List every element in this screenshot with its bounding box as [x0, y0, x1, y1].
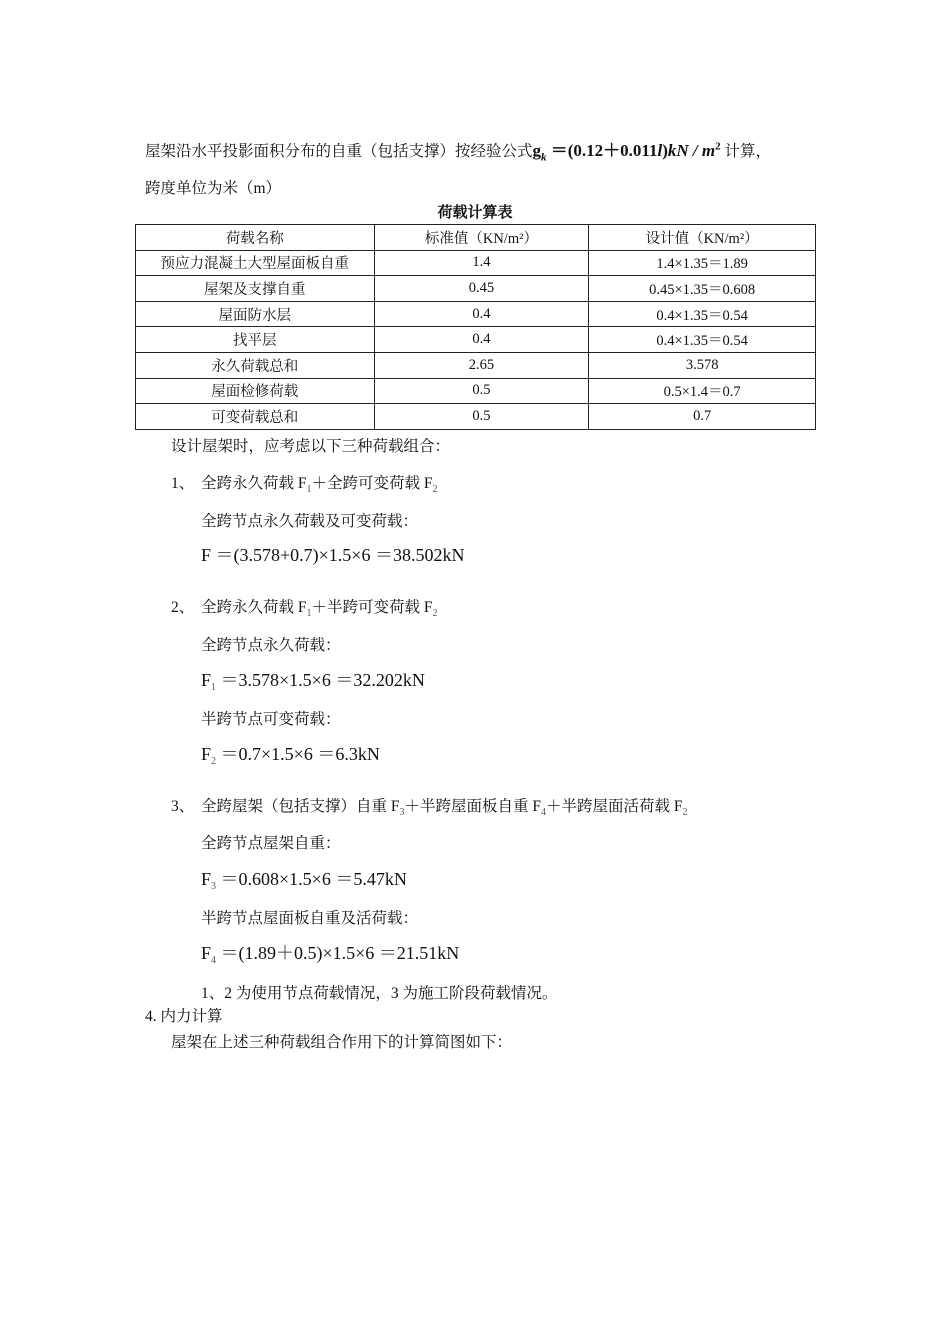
combo-1-description: 全跨节点永久荷载及可变荷载： — [201, 513, 419, 530]
combo-3-description-2: 半跨节点屋面板自重及活荷载： — [201, 910, 419, 927]
cell-load-name: 可变荷载总和 — [136, 404, 375, 430]
combo-3-equation-1: $F_3 =0.608\times 1.5\times 6 =5.47kN$ — [201, 869, 407, 892]
cell-design-value: 1.4×1.35＝1.89 — [589, 250, 816, 276]
cell-load-name: 永久荷载总和 — [136, 352, 375, 378]
combo-2-equation-2: $F_2 =0.7\times 1.5\times 6 =6.3kN$ — [201, 744, 380, 767]
cell-standard-value: 0.45 — [374, 276, 589, 302]
intro-text-before: 屋架沿水平投影面积分布的自重（包括支撑）按经验公式 — [145, 143, 533, 160]
combinations-intro: 设计屋架时，应考虑以下三种荷载组合： — [171, 438, 451, 455]
table-title: 荷载计算表 — [437, 205, 513, 221]
cell-design-value: 0.4×1.35＝0.54 — [589, 327, 816, 353]
combo-2-description-1: 全跨节点永久荷载： — [201, 637, 341, 654]
cell-load-name: 找平层 — [136, 327, 375, 353]
table-row — [136, 404, 816, 430]
cell-standard-value: 0.5 — [374, 404, 589, 430]
cell-load-name: 屋架及支撑自重 — [136, 276, 375, 302]
combo-3-description-1: 全跨节点屋架自重： — [201, 835, 341, 852]
table-row — [136, 327, 816, 353]
cell-load-name: 预应力混凝土大型屋面板自重 — [136, 250, 375, 276]
combinations-note: 1、2 为使用节点荷载情况，3 为施工阶段荷载情况。 — [201, 985, 558, 1002]
combo-2-equation-1: $F_1 =3.578\times 1.5\times 6 =32.202kN$ — [201, 670, 425, 693]
cell-design-value: 3.578 — [589, 352, 816, 378]
cell-design-value: 0.7 — [589, 404, 816, 430]
table-row — [136, 301, 816, 327]
table-header-row — [136, 225, 816, 251]
cell-standard-value: 0.4 — [374, 301, 589, 327]
combo-3-title: 3、 全跨屋架（包括支撑）自重 $F_3+$半跨屋面板自重 $F_4+$半跨屋面活荷载 $F_2$ — [171, 794, 688, 818]
cell-load-name: 屋面防水层 — [136, 301, 375, 327]
intro-line-2: 跨度单位为米（m） — [145, 180, 282, 197]
table-row — [136, 250, 816, 276]
combo-1-equation: F ＝(3.578+0.7)×1.5×6 ＝38.502kN — [201, 545, 465, 565]
header-standard-value: 标准值（KN/m²） — [374, 225, 589, 251]
table-row — [136, 276, 816, 302]
cell-design-value: 0.4×1.35＝0.54 — [589, 301, 816, 327]
section-4-heading: 4. 内力计算 — [145, 1008, 223, 1025]
intro-text-after: 计算， — [724, 143, 772, 160]
combo-3-equation-2: $F_4 =(1.89+0.5)\times 1.5\times 6 =21.51kN$ — [201, 943, 460, 966]
cell-design-value: 0.5×1.4＝0.7 — [589, 378, 816, 404]
cell-standard-value: 0.4 — [374, 327, 589, 353]
combo-2-description-2: 半跨节点可变荷载： — [201, 711, 341, 728]
table-row — [136, 378, 816, 404]
section-4-text: 屋架在上述三种荷载组合作用下的计算简图如下： — [171, 1034, 513, 1051]
combo-2-title: 2、 全跨永久荷载 $F_1+$半跨可变荷载 $F_2$ — [171, 595, 438, 619]
cell-load-name: 屋面检修荷载 — [136, 378, 375, 404]
combo-2-number: 2、 — [171, 599, 195, 616]
cell-standard-value: 1.4 — [374, 250, 589, 276]
cell-standard-value: 0.5 — [374, 378, 589, 404]
intro-line-1 — [145, 136, 771, 163]
load-calculation-table — [135, 224, 816, 430]
cell-design-value: 0.45×1.35＝0.608 — [589, 276, 816, 302]
combo-3-number: 3、 — [171, 798, 195, 815]
combo-1-title: 1、 全跨永久荷载 $F_1+$全跨可变荷载 $F_2$ — [171, 471, 438, 495]
header-load-name: 荷载名称 — [136, 225, 375, 251]
table-row — [136, 352, 816, 378]
self-weight-formula: $g_k =(0.12+0.011l)kN / m^2$ — [532, 140, 721, 164]
combo-1-number: 1、 — [171, 475, 195, 492]
cell-standard-value: 2.65 — [374, 352, 589, 378]
header-design-value: 设计值（KN/m²） — [589, 225, 816, 251]
